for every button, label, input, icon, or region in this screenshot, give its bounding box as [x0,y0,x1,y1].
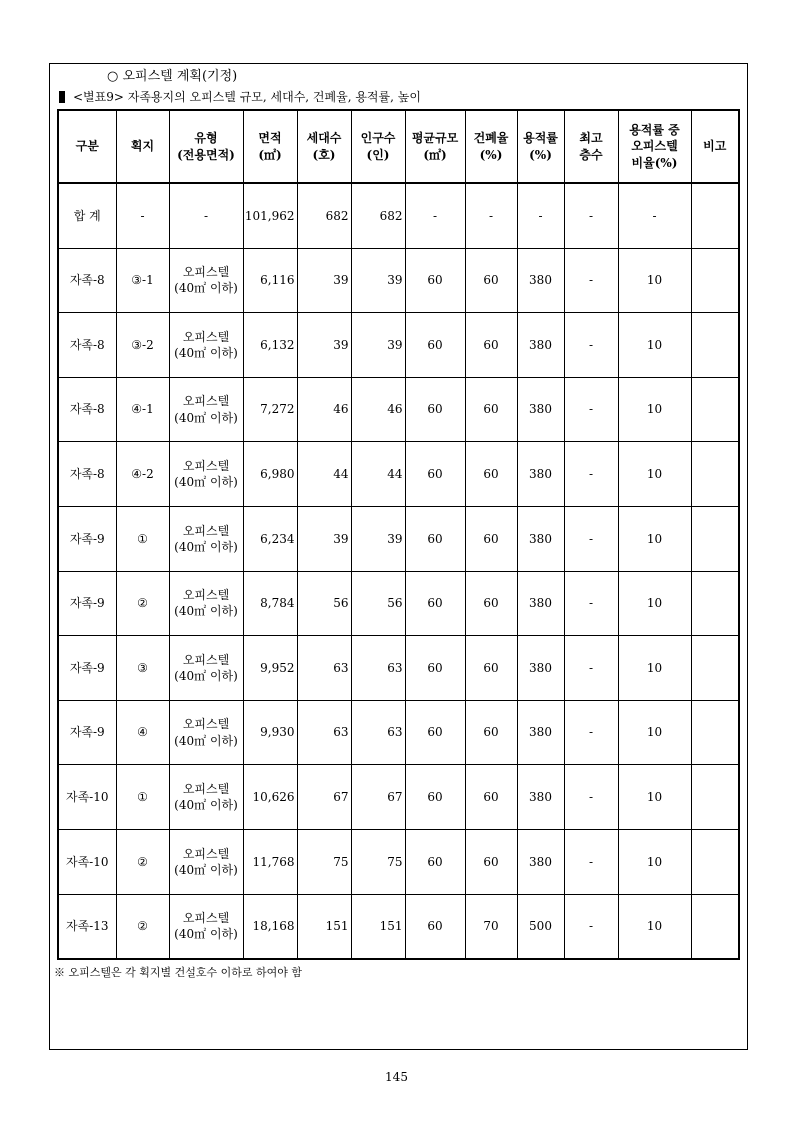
cell-district: 자족-10 [58,829,116,894]
cell-type [169,829,243,894]
cell-households: 151 [297,894,351,959]
cell-remarks [691,571,739,636]
cell-avg-size: 60 [405,506,465,571]
cell-type [169,506,243,571]
cell-type [169,313,243,378]
cell-far: 380 [517,442,564,507]
cell-households: 39 [297,506,351,571]
header-line: (호) [312,147,336,162]
cell-district: 자족-8 [58,377,116,442]
cell-lot: ① [116,506,169,571]
cell-households: 67 [297,765,351,830]
cell-coverage: 60 [465,442,517,507]
header-population [351,110,405,183]
cell-coverage: 60 [465,700,517,765]
header-line: (인) [366,147,390,162]
cell-population: 63 [351,636,405,701]
cell-officetel-ratio: 10 [618,506,691,571]
cell-avg-size: 60 [405,248,465,313]
header-coverage [465,110,517,183]
cell-lot: ① [116,765,169,830]
cell-type [169,442,243,507]
cell-type [169,248,243,313]
table-row [58,248,739,313]
summary-row [58,183,739,248]
header-line: (㎡) [258,147,282,162]
header-officetel-ratio [618,110,691,183]
cell-line: (40㎡ 이하) [174,798,238,813]
cell-officetel-ratio: 10 [618,894,691,959]
table-caption [59,88,421,105]
header-line: (전용면적) [177,147,235,162]
cell-area: 6,980 [243,442,297,507]
cell-line: (40㎡ 이하) [174,345,238,360]
table-row [58,894,739,959]
cell-line: 오피스텔 [182,588,230,603]
cell-line: (40㎡ 이하) [174,862,238,877]
cell-lot: - [116,183,169,248]
cell-max-floors: - [564,636,618,701]
cell-line: (40㎡ 이하) [174,539,238,554]
cell-line: - [203,208,209,223]
header-remarks [691,110,739,183]
header-line: (㎡) [423,147,447,162]
cell-max-floors: - [564,183,618,248]
header-district [58,110,116,183]
cell-type [169,377,243,442]
cell-remarks [691,894,739,959]
cell-officetel-ratio: 10 [618,377,691,442]
cell-officetel-ratio: 10 [618,829,691,894]
cell-population: 75 [351,829,405,894]
cell-area: 7,272 [243,377,297,442]
cell-far: 380 [517,765,564,830]
cell-line: 오피스텔 [182,652,230,667]
cell-line: (40㎡ 이하) [174,410,238,425]
cell-officetel-ratio: 10 [618,248,691,313]
cell-max-floors: - [564,829,618,894]
cell-max-floors: - [564,248,618,313]
cell-max-floors: - [564,571,618,636]
cell-population: 56 [351,571,405,636]
cell-remarks [691,313,739,378]
header-type [169,110,243,183]
cell-district: 자족-8 [58,442,116,507]
header-line: 용적률 중 [629,123,680,138]
cell-population: 46 [351,377,405,442]
header-line: 획지 [130,139,155,154]
table-row [58,829,739,894]
cell-officetel-ratio: 10 [618,442,691,507]
cell-line: 오피스텔 [182,458,230,473]
cell-line: 오피스텔 [182,523,230,538]
header-max-floors [564,110,618,183]
table-row [58,571,739,636]
cell-type [169,571,243,636]
cell-max-floors: - [564,313,618,378]
cell-households: 39 [297,313,351,378]
cell-officetel-ratio: 10 [618,700,691,765]
cell-coverage: - [465,183,517,248]
cell-district: 자족-9 [58,700,116,765]
cell-households: 56 [297,571,351,636]
header-line: 비율(%) [631,155,678,170]
cell-far: 380 [517,829,564,894]
header-line: (%) [529,147,552,162]
cell-area: 8,784 [243,571,297,636]
cell-households: 63 [297,636,351,701]
cell-district: 자족-10 [58,765,116,830]
cell-avg-size: 60 [405,894,465,959]
table-row [58,377,739,442]
cell-lot: ③-1 [116,248,169,313]
cell-line: (40㎡ 이하) [174,668,238,683]
cell-officetel-ratio: - [618,183,691,248]
cell-type [169,183,243,248]
header-line: 용적률 [523,131,558,146]
header-line: (%) [479,147,503,162]
cell-district: 자족-8 [58,313,116,378]
header-lot [116,110,169,183]
header-households [297,110,351,183]
cell-population: 682 [351,183,405,248]
table-row [58,442,739,507]
cell-remarks [691,636,739,701]
cell-population: 67 [351,765,405,830]
cell-officetel-ratio: 10 [618,636,691,701]
cell-area: 6,132 [243,313,297,378]
cell-district: 자족-9 [58,636,116,701]
cell-remarks [691,183,739,248]
header-far [517,110,564,183]
cell-far: 380 [517,506,564,571]
cell-area: 9,930 [243,700,297,765]
cell-lot: ④ [116,700,169,765]
cell-max-floors: - [564,506,618,571]
cell-line: (40㎡ 이하) [174,927,238,942]
cell-population: 39 [351,506,405,571]
cell-district: 자족-9 [58,506,116,571]
header-line: 평균규모 [411,131,459,146]
cell-officetel-ratio: 10 [618,313,691,378]
cell-line: 오피스텔 [182,781,230,796]
cell-avg-size: 60 [405,700,465,765]
cell-type [169,636,243,701]
cell-avg-size: 60 [405,313,465,378]
table-row [58,506,739,571]
header-line: 유형 [194,131,218,146]
header-line: 면적 [258,131,282,146]
cell-population: 63 [351,700,405,765]
cell-line: (40㎡ 이하) [174,604,238,619]
caption-bar-icon [59,91,65,103]
cell-coverage: 60 [465,636,517,701]
cell-avg-size: 60 [405,636,465,701]
cell-line: 오피스텔 [182,265,230,280]
header-line: 층수 [579,147,603,162]
cell-type [169,765,243,830]
cell-far: 500 [517,894,564,959]
cell-lot: ③ [116,636,169,701]
cell-coverage: 60 [465,248,517,313]
header-line: 오피스텔 [631,139,678,154]
officetel-table [57,109,740,960]
cell-area: 11,768 [243,829,297,894]
cell-avg-size: - [405,183,465,248]
cell-far: 380 [517,248,564,313]
cell-district: 자족-9 [58,571,116,636]
cell-far: 380 [517,313,564,378]
cell-officetel-ratio: 10 [618,571,691,636]
cell-coverage: 60 [465,377,517,442]
cell-district: 합 계 [58,183,116,248]
cell-far: 380 [517,377,564,442]
cell-remarks [691,442,739,507]
cell-lot: ② [116,571,169,636]
header-line: 건폐율 [473,131,509,146]
cell-area: 10,626 [243,765,297,830]
cell-line: 오피스텔 [182,911,230,926]
table-row [58,700,739,765]
header-line: 최고 [579,131,603,146]
cell-coverage: 70 [465,894,517,959]
cell-lot: ② [116,829,169,894]
cell-type [169,894,243,959]
table-row [58,313,739,378]
header-line: 세대수 [306,131,342,146]
cell-line: 오피스텔 [182,329,230,344]
cell-district: 자족-13 [58,894,116,959]
cell-lot: ② [116,894,169,959]
cell-district: 자족-8 [58,248,116,313]
cell-households: 46 [297,377,351,442]
cell-avg-size: 60 [405,442,465,507]
cell-remarks [691,829,739,894]
cell-line: (40㎡ 이하) [174,281,238,296]
cell-remarks [691,765,739,830]
section-heading: ○ 오피스텔 계획(기정) [107,69,238,84]
table-row [58,636,739,701]
cell-coverage: 60 [465,829,517,894]
table-caption-text: <별표9> 자족용지의 오피스텔 규모, 세대수, 건폐율, 용적률, 높이 [73,90,421,104]
cell-coverage: 60 [465,765,517,830]
cell-type [169,700,243,765]
header-line: 비고 [703,139,727,154]
cell-avg-size: 60 [405,765,465,830]
cell-coverage: 60 [465,506,517,571]
cell-coverage: 60 [465,571,517,636]
cell-lot: ④-1 [116,377,169,442]
cell-max-floors: - [564,700,618,765]
cell-max-floors: - [564,377,618,442]
cell-lot: ④-2 [116,442,169,507]
header-row [58,110,739,183]
cell-households: 44 [297,442,351,507]
page-number: 145 [385,1070,408,1084]
table-row [58,765,739,830]
cell-coverage: 60 [465,313,517,378]
cell-officetel-ratio: 10 [618,765,691,830]
cell-area: 9,952 [243,636,297,701]
cell-households: 682 [297,183,351,248]
footnote: ※ 오피스텔은 각 획지별 건설호수 이하로 하여야 함 [54,966,302,979]
cell-remarks [691,506,739,571]
cell-line: 오피스텔 [182,846,230,861]
cell-max-floors: - [564,442,618,507]
header-area [243,110,297,183]
cell-remarks [691,248,739,313]
cell-line: 오피스텔 [182,394,230,409]
cell-households: 63 [297,700,351,765]
cell-area: 101,962 [243,183,297,248]
cell-line: 오피스텔 [182,717,230,732]
cell-area: 6,234 [243,506,297,571]
cell-far: 380 [517,700,564,765]
header-line: 구분 [75,139,99,154]
cell-avg-size: 60 [405,829,465,894]
cell-max-floors: - [564,765,618,830]
cell-population: 39 [351,313,405,378]
cell-line: (40㎡ 이하) [174,733,238,748]
cell-avg-size: 60 [405,377,465,442]
cell-far: - [517,183,564,248]
cell-population: 39 [351,248,405,313]
cell-households: 39 [297,248,351,313]
cell-line: (40㎡ 이하) [174,475,238,490]
cell-remarks [691,377,739,442]
cell-households: 75 [297,829,351,894]
cell-max-floors: - [564,894,618,959]
cell-area: 18,168 [243,894,297,959]
cell-lot: ③-2 [116,313,169,378]
cell-population: 44 [351,442,405,507]
cell-area: 6,116 [243,248,297,313]
cell-population: 151 [351,894,405,959]
table-body [58,183,739,959]
header-avg-size [405,110,465,183]
header-line: 인구수 [360,131,396,146]
cell-avg-size: 60 [405,571,465,636]
cell-far: 380 [517,636,564,701]
cell-far: 380 [517,571,564,636]
cell-remarks [691,700,739,765]
